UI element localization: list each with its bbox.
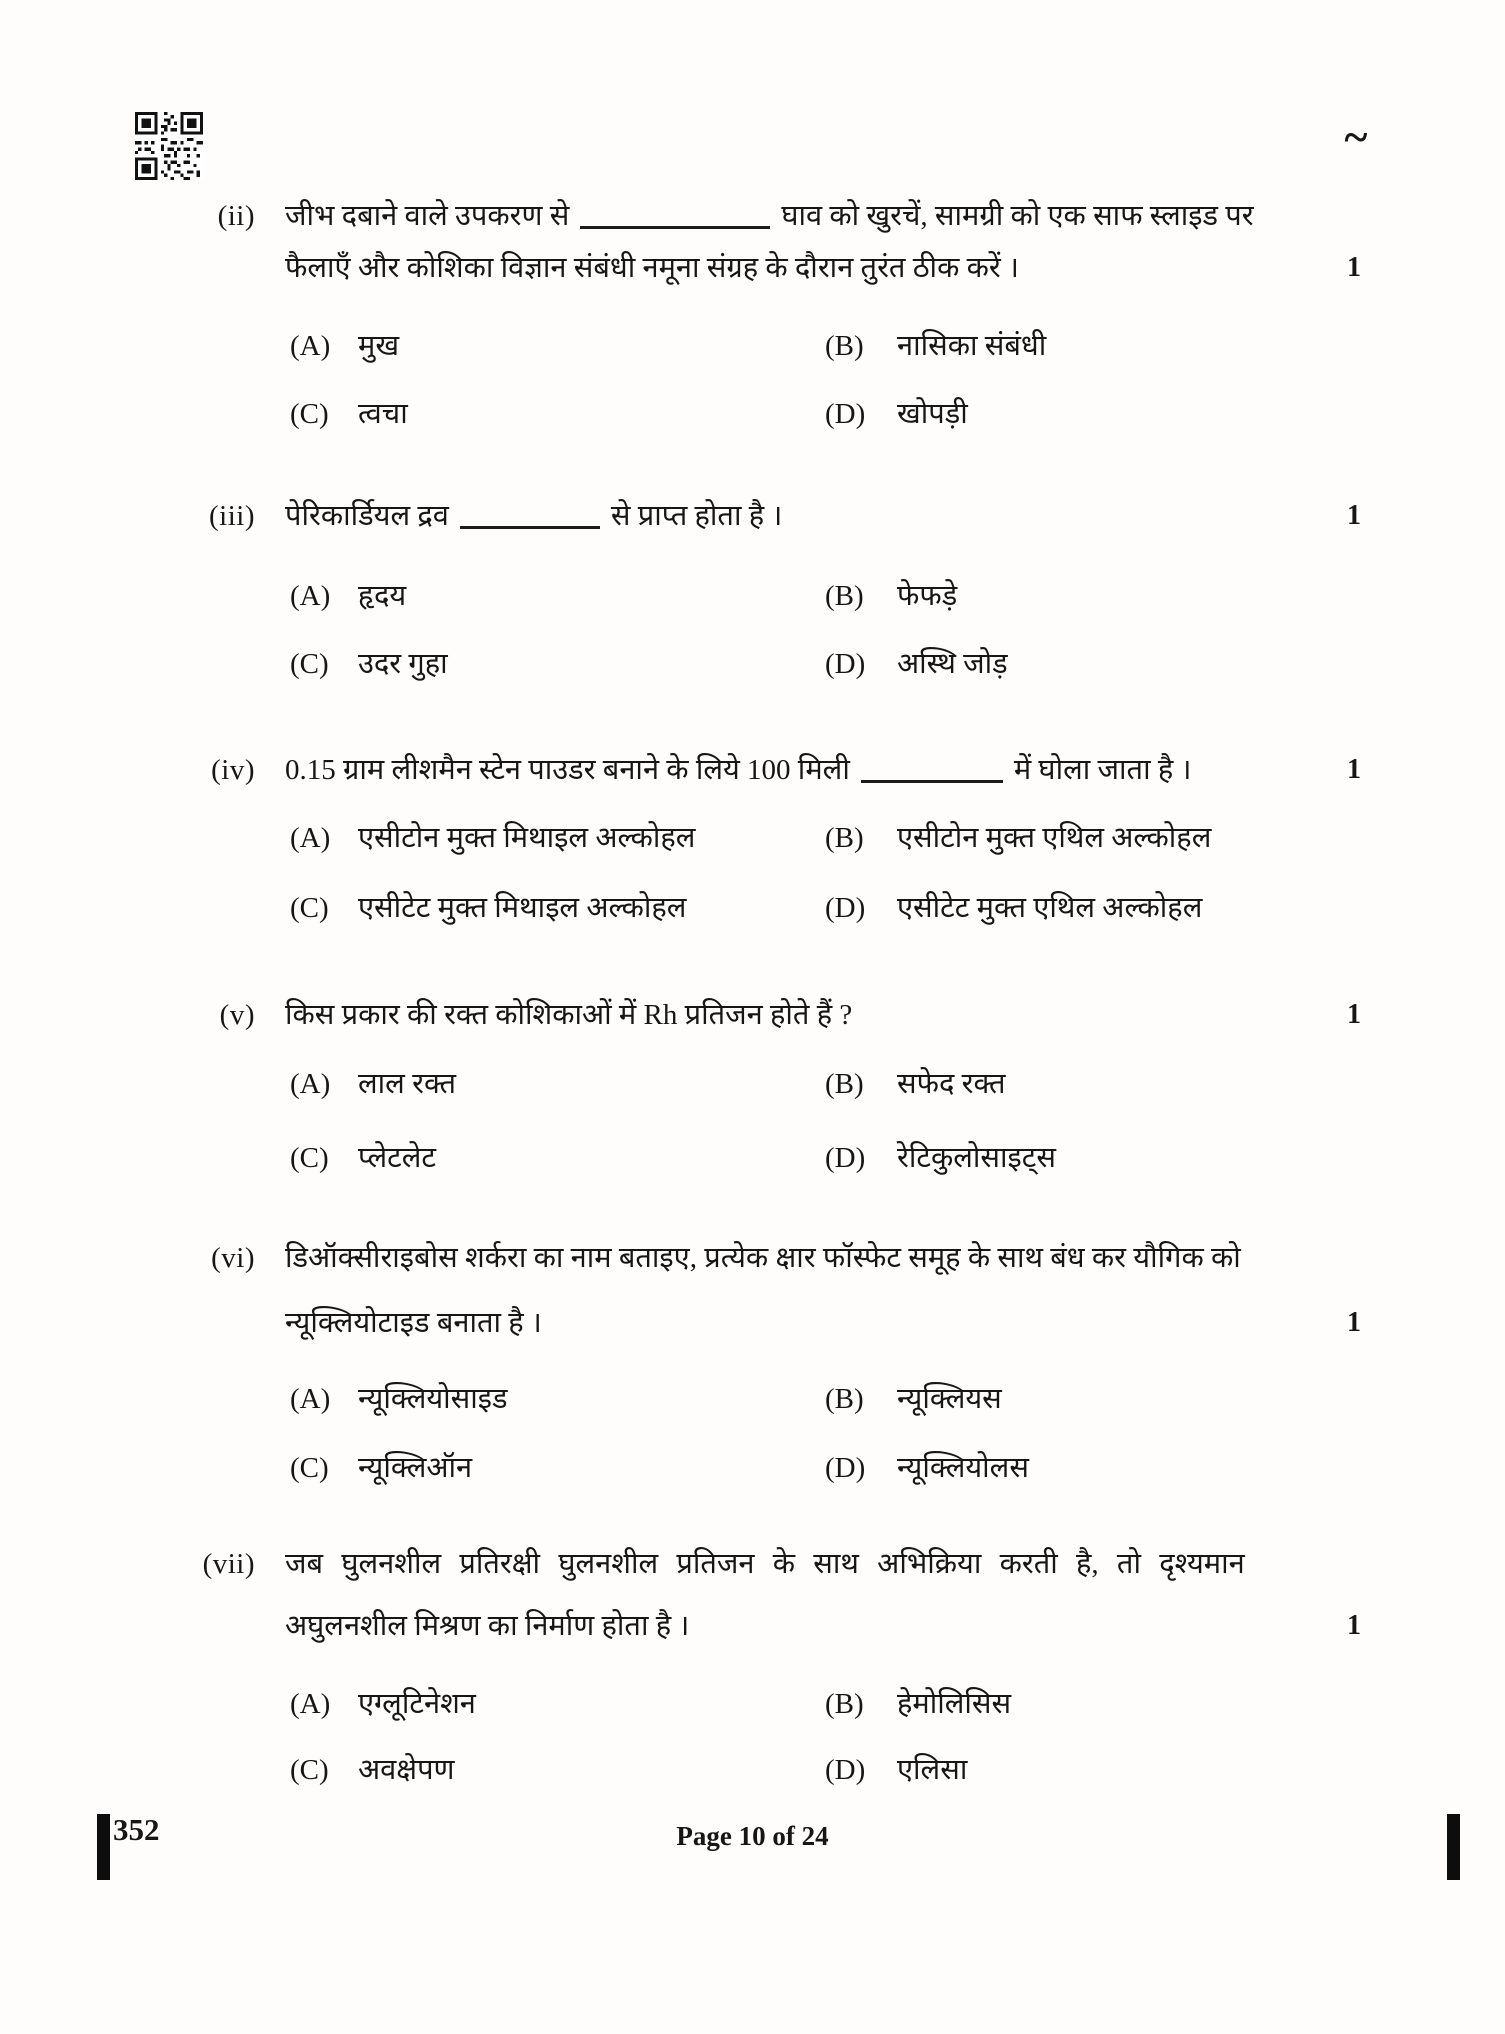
fill-in-blank [580, 226, 770, 229]
question-number: (iii) [209, 500, 255, 532]
option-text: न्यूक्लियस [897, 1383, 1002, 1415]
question-stem: फैलाएँ और कोशिका विज्ञान संबंधी नमूना संग्रह के दौरान तुरंत ठीक करें । [285, 252, 1019, 284]
option-label: (A) [290, 1383, 331, 1415]
question-stem: किस प्रकार की रक्त कोशिकाओं में Rh प्रतिजन होते हैं ? [285, 999, 853, 1031]
option-text: लाल रक्त [358, 1068, 457, 1100]
question-stem [285, 750, 1191, 790]
option-label: (D) [825, 1754, 866, 1786]
option-label: (B) [825, 580, 864, 612]
option-text: उदर गुहा [358, 648, 448, 680]
fill-in-blank [861, 780, 1003, 783]
marks-value: 1 [1347, 1610, 1361, 1641]
question-vi-stem-line-2 [0, 1303, 1505, 1343]
option-text: मुख [358, 330, 400, 362]
question-number: (vii) [202, 1548, 255, 1580]
option-label: (A) [290, 822, 331, 854]
option-text: एसीटोन मुक्त मिथाइल अल्कोहल [358, 822, 696, 854]
question-v-options-cd [0, 1138, 1505, 1178]
option-text: त्वचा [358, 398, 408, 430]
question-ii-options-cd [0, 394, 1505, 434]
option-label: (C) [290, 648, 329, 680]
page-number: Page 10 of 24 [676, 1821, 829, 1851]
option-label: (D) [825, 1452, 866, 1484]
question-v-stem-line-1 [0, 995, 1505, 1035]
option-label: (C) [290, 1754, 329, 1786]
option-text: सफेद रक्त [897, 1068, 1006, 1100]
option-text: प्लेटलेट [358, 1142, 437, 1174]
question-vii-options-cd [0, 1750, 1505, 1790]
option-label: (D) [825, 398, 866, 430]
fill-in-blank [460, 526, 600, 529]
option-text: हृदय [358, 580, 407, 612]
stem-text-before-blank: पेरिकार्डियल द्रव [285, 500, 449, 532]
question-vii-options-ab [0, 1684, 1505, 1724]
option-text: रेटिकुलोसाइट्स [897, 1142, 1057, 1174]
question-iv-stem-line-1 [0, 750, 1505, 790]
question-stem: डिऑक्सीराइबोस शर्करा का नाम बताइए, प्रत्येक क्षार फॉस्फेट समूह के साथ बंध कर यौगिक को [285, 1242, 1241, 1274]
option-text: एसीटोन मुक्त एथिल अल्कोहल [897, 822, 1212, 854]
option-label: (B) [825, 1688, 864, 1720]
option-label: (B) [825, 330, 864, 362]
question-iii-options-ab [0, 576, 1505, 616]
option-text: एग्लूटिनेशन [358, 1688, 476, 1720]
question-vii-stem-line-1 [0, 1544, 1505, 1584]
option-label: (C) [290, 892, 329, 924]
question-number: (iv) [211, 754, 255, 786]
stem-text-before-blank: 0.15 ग्राम लीशमैन स्टेन पाउडर बनाने के लिये 100 मिली [285, 754, 850, 786]
option-text: फेफड़े [897, 580, 958, 612]
question-vi-options-ab [0, 1379, 1505, 1419]
option-text: एसीटेट मुक्त एथिल अल्कोहल [897, 892, 1203, 924]
option-label: (C) [290, 398, 329, 430]
option-label: (D) [825, 648, 866, 680]
question-vi-stem-line-1 [0, 1238, 1505, 1278]
option-text: एसीटेट मुक्त मिथाइल अल्कोहल [358, 892, 687, 924]
question-v-options-ab [0, 1064, 1505, 1104]
question-vi-options-cd [0, 1448, 1505, 1488]
question-iv-options-ab [0, 818, 1505, 858]
marks-value: 1 [1347, 754, 1361, 785]
exam-code: 352 [113, 1812, 160, 1847]
option-label: (B) [825, 1383, 864, 1415]
option-label: (C) [290, 1452, 329, 1484]
option-text: एलिसा [897, 1754, 968, 1786]
footer-bar-right [1447, 1814, 1460, 1880]
question-ii-stem-line-2 [0, 248, 1505, 288]
option-text: न्यूक्लिऑन [358, 1452, 473, 1484]
option-text: अवक्षेपण [358, 1754, 455, 1786]
question-stem [285, 496, 782, 536]
option-label: (D) [825, 1142, 866, 1174]
question-stem: जब घुलनशील प्रतिरक्षी घुलनशील प्रतिजन के साथ अभिक्रिया करती है, तो दृश्यमान [285, 1548, 1245, 1580]
marks-value: 1 [1347, 500, 1361, 531]
option-label: (C) [290, 1142, 329, 1174]
question-vii-stem-line-2 [0, 1606, 1505, 1646]
question-ii-options-ab [0, 326, 1505, 366]
marks-value: 1 [1347, 252, 1361, 283]
question-iv-options-cd [0, 888, 1505, 928]
option-text: न्यूक्लियोसाइड [358, 1383, 508, 1415]
question-ii-stem-line-1 [0, 196, 1505, 236]
question-stem [285, 196, 1254, 236]
question-stem: न्यूक्लियोटाइड बनाता है । [285, 1307, 542, 1339]
option-label: (B) [825, 1068, 864, 1100]
option-label: (A) [290, 1068, 331, 1100]
qr-code [135, 112, 203, 180]
option-text: अस्थि जोड़ [897, 648, 1008, 680]
stem-text-after-blank: से प्राप्त होता है । [610, 500, 783, 532]
marks-value: 1 [1347, 999, 1361, 1030]
marks-value: 1 [1347, 1307, 1361, 1338]
stem-text-after-blank: घाव को खुरचें, सामग्री को एक साफ स्लाइड पर [781, 200, 1254, 232]
question-iii-stem-line-1 [0, 496, 1505, 536]
option-label: (A) [290, 1688, 331, 1720]
option-label: (A) [290, 580, 331, 612]
question-number: (ii) [217, 200, 255, 232]
option-text: खोपड़ी [897, 398, 968, 430]
question-number: (v) [219, 999, 255, 1031]
stem-text-before-blank: जीभ दबाने वाले उपकरण से [285, 200, 570, 232]
question-stem: अघुलनशील मिश्रण का निर्माण होता है । [285, 1610, 690, 1642]
tilde-mark: ~ [1344, 113, 1368, 162]
option-label: (D) [825, 892, 866, 924]
question-iii-options-cd [0, 644, 1505, 684]
option-text: नासिका संबंधी [897, 330, 1047, 362]
option-text: न्यूक्लियोलस [897, 1452, 1029, 1484]
option-text: हेमोलिसिस [897, 1688, 1012, 1720]
option-label: (A) [290, 330, 331, 362]
option-label: (B) [825, 822, 864, 854]
stem-text-after-blank: में घोला जाता है । [1013, 754, 1192, 786]
question-number: (vi) [211, 1242, 255, 1274]
